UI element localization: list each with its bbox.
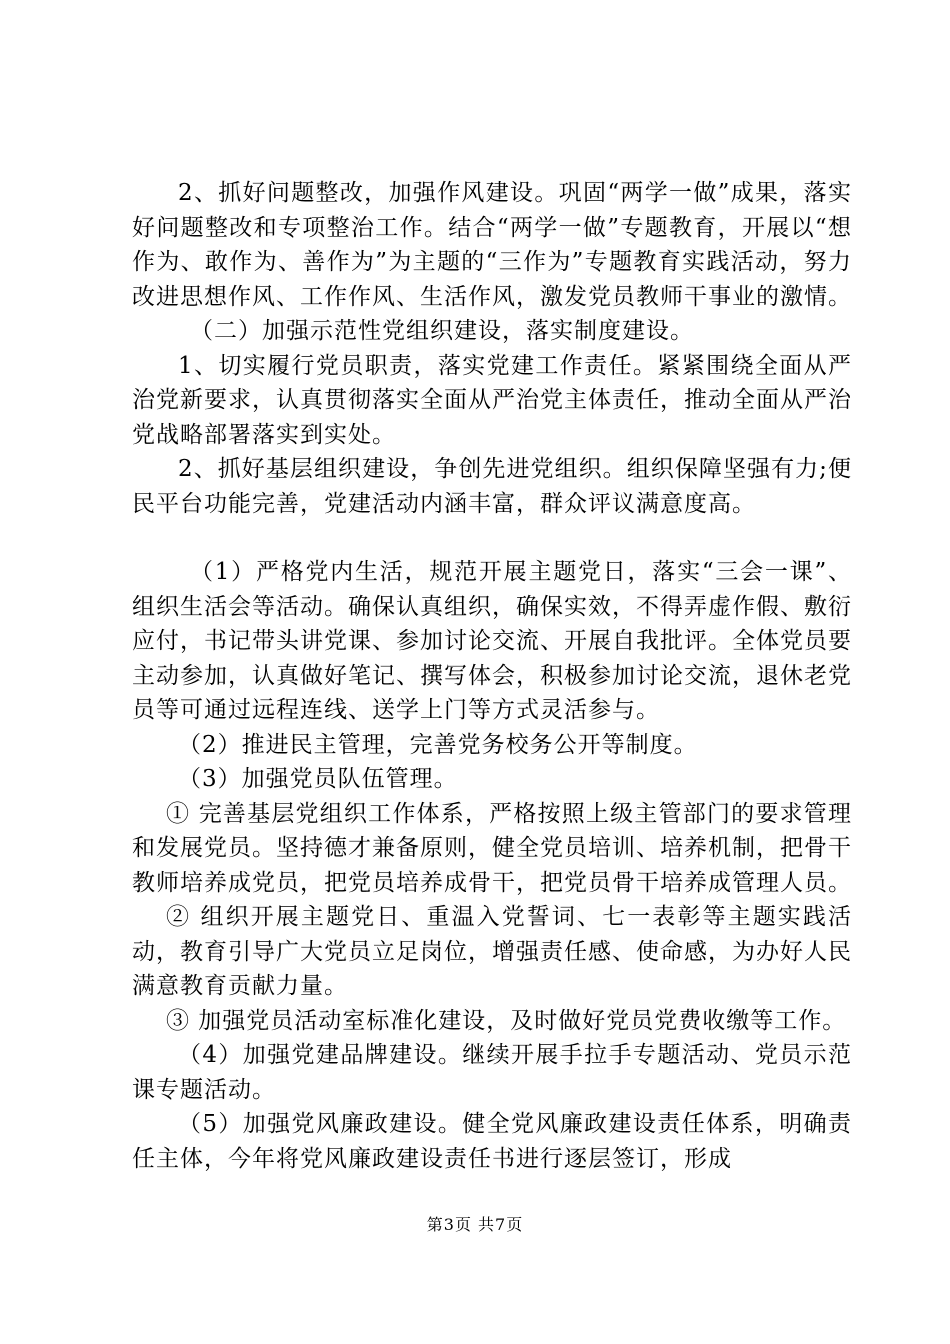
paragraph-subitem-2: ② 组织开展主题党日、重温入党誓词、七一表彰等主题实践活动，教育引导广大党员立足岗位，增强责任感、使命感，为办好人民满意教育贡献力量。 — [132, 904, 852, 999]
paragraph-item-1: （1）严格党内生活，规范开展主题党日，落实“三会一课”、组织生活会等活动。确保认真组织，确保实效，不得弄虚作假、敷衍应付，书记带头讲党课、参加讨论交流、开展自我批评。全体党员要主动参加，认真做好笔记、撰写体会，积极参加讨论交流，退休老党员等可通过远程连线、送学上门等方式灵活参与。 — [132, 559, 852, 723]
paragraph-rectification: 2、抓好问题整改，加强作风建设。巩固“两学一做”成果，落实好问题整改和专项整治工作。结合“两学一做”专题教育，开展以“想作为、敢作为、善作为”为主题的“三作为”专题教育实践活动，努力改进思想作风、工作作风、生活作风，激发党员教师干事业的激情。 — [132, 180, 852, 310]
page-footer: 第3页 共7页 — [426, 1215, 524, 1234]
paragraph-grassroots: 2、抓好基层组织建设，争创先进党组织。组织保障坚强有力;便民平台功能完善，党建活动内涵丰富，群众评议满意度高。 — [132, 456, 852, 517]
paragraph-item-5: （5）加强党风廉政建设。健全党风廉政建设责任体系，明确责任主体，今年将党风廉政建设责任书进行逐层签订，形成 — [132, 1111, 852, 1172]
paragraph-duty: 1、切实履行党员职责，落实党建工作责任。紧紧围绕全面从严治党新要求，认真贯彻落实全面从严治党主体责任，推动全面从严治党战略部署落实到实处。 — [132, 352, 852, 448]
paragraph-item-2: （2）推进民主管理，完善党务校务公开等制度。 — [178, 731, 698, 758]
paragraph-item-3: （3）加强党员队伍管理。 — [178, 766, 458, 792]
paragraph-subitem-3: ③ 加强党员活动室标准化建设，及时做好党员党费收缴等工作。 — [166, 1007, 847, 1034]
section-heading-2: （二）加强示范性党组织建设，落实制度建设。 — [190, 318, 694, 344]
paragraph-item-4: （4）加强党建品牌建设。继续开展手拉手专题活动、党员示范课专题活动。 — [132, 1042, 852, 1103]
paragraph-subitem-1: ① 完善基层党组织工作体系，严格按照上级主管部门的要求管理和发展党员。坚持德才兼备原则，健全党员培训、培养机制，把骨干教师培养成党员，把党员培养成骨干，把党员骨干培养成管理人员。 — [132, 800, 852, 896]
document-body — [132, 176, 852, 1176]
